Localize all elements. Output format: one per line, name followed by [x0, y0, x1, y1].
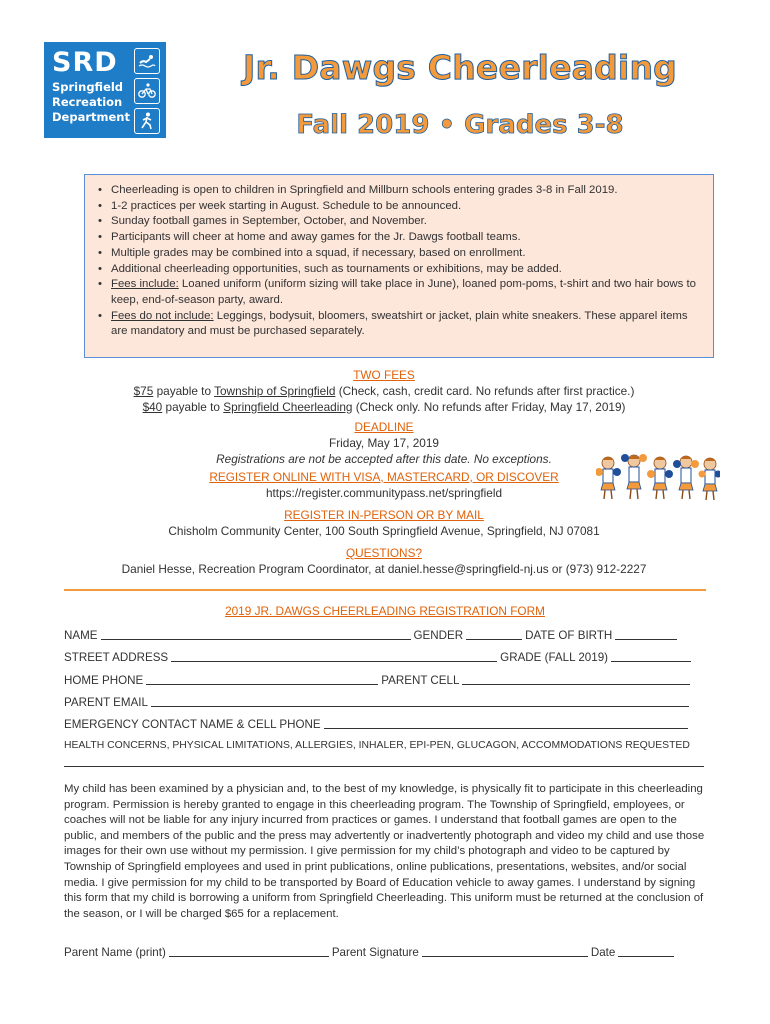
- parent-email-label: PARENT EMAIL: [64, 696, 148, 709]
- fees-include-item: [111, 277, 703, 308]
- logo-abbreviation: SRD: [52, 47, 118, 78]
- cheerleader-figure-3: [647, 457, 673, 499]
- gender-label: GENDER: [413, 629, 464, 642]
- date-field[interactable]: [618, 944, 674, 957]
- srd-logo: [44, 42, 166, 138]
- emergency-contact-label: EMERGENCY CONTACT NAME & CELL PHONE: [64, 718, 321, 731]
- fee-1-amount: $75: [133, 384, 154, 398]
- form-title: 2019 JR. DAWGS CHEERLEADING REGISTRATION FORM: [225, 604, 545, 618]
- dob-field[interactable]: [615, 627, 677, 640]
- register-url[interactable]: https://register.communitypass.net/springfield: [265, 486, 503, 500]
- health-concerns-field[interactable]: [64, 766, 704, 767]
- cheerleader-figure-2: [621, 454, 647, 499]
- cheerleader-figure-1: [596, 457, 621, 499]
- list-item: • Sunday football games in September, October, and November.: [111, 214, 703, 230]
- deadline-date: Friday, May 17, 2019: [329, 436, 439, 450]
- fee-line-2: [34, 399, 734, 415]
- fees-exclude-label: Fees do not include:: [111, 309, 214, 322]
- signature-row: [64, 944, 704, 959]
- fees-exclude-item: [111, 309, 703, 340]
- fee-2-mid: payable to: [162, 400, 224, 414]
- parent-name-field[interactable]: [169, 944, 329, 957]
- logo-line-2: Recreation: [52, 95, 123, 109]
- fee-2-payee: Springfield Cheerleading: [223, 400, 353, 414]
- cheerleader-figure-5: [699, 458, 721, 500]
- form-row-name: [64, 627, 704, 642]
- register-online-heading: REGISTER ONLINE WITH VISA, MASTERCARD, OR DISCOVER: [209, 470, 559, 484]
- fee-1-payee: Township of Springfield: [214, 384, 336, 398]
- cheerleader-figure-4: [673, 456, 699, 499]
- swimmer-icon: [134, 48, 160, 74]
- fee-line-1: [34, 383, 734, 399]
- parent-cell-label: PARENT CELL: [381, 674, 460, 687]
- fee-2-amount: $40: [142, 400, 163, 414]
- fee-2-note: (Check only. No refunds after Friday, May 17, 2019): [352, 400, 626, 414]
- fees-heading: TWO FEES: [353, 368, 415, 382]
- date-label: Date: [590, 946, 616, 959]
- form-row-email: [64, 694, 704, 709]
- questions-heading: QUESTIONS?: [345, 546, 423, 560]
- grade-label: GRADE (FALL 2019): [500, 651, 608, 664]
- register-mail-heading: REGISTER IN-PERSON OR BY MAIL: [284, 508, 484, 522]
- list-item: • Multiple grades may be combined into a squad, if necessary, based on enrollment.: [111, 246, 703, 262]
- runner-icon: [134, 108, 160, 134]
- deadline-heading: DEADLINE: [354, 420, 414, 434]
- fees-include-text: Loaned uniform (uniform sizing will take place in June), loaned pom-poms, t-shirt and two hair bows to keep, end-of-season party, award.: [111, 278, 697, 306]
- home-phone-label: HOME PHONE: [64, 674, 144, 687]
- deadline-note: Registrations are not be accepted after this date. No exceptions.: [216, 452, 552, 466]
- logo-icons: [134, 48, 160, 138]
- register-mail-address: Chisholm Community Center, 100 South Springfield Avenue, Springfield, NJ 07081: [168, 524, 600, 538]
- form-row-emergency: [64, 716, 704, 731]
- name-label: NAME: [64, 629, 98, 642]
- parent-email-field[interactable]: [151, 694, 689, 707]
- parent-signature-label: Parent Signature: [331, 946, 419, 959]
- logo-line-3: Department: [52, 110, 130, 124]
- gender-field[interactable]: [466, 627, 522, 640]
- street-field[interactable]: [171, 649, 497, 662]
- fees-section: [34, 367, 734, 415]
- fee-1-mid: payable to: [153, 384, 215, 398]
- program-info-box: [84, 174, 714, 358]
- home-phone-field[interactable]: [146, 672, 378, 685]
- consent-paragraph: My child has been examined by a physician and, to the best of my knowledge, is physically fit to participate in this cheerleading program. Permission is hereby granted to engage in this cheerleading program. The Township of Springfield, employees, or coaches will not be liable for any injury incurred from practices or games. I understand that football games are open to the public, and members of the public and the press may advertently or inadvertently photograph and video my child and use those images for their own use without my permission. I give permission for my child’s photograph and video to be captured by Township of Springfield employees and used in print publications, online publications, presentations, websites, and/or social media. I give permission for my child to be transported by Board of Education vehicle to away games. I understand by signing this form that my child is borrowing a uniform from Springfield Cheerleading. This uniform must be returned at the conclusion of the season, or I will be charged $65 for a replacement.: [64, 783, 705, 920]
- section-divider: [64, 589, 706, 591]
- emergency-contact-field[interactable]: [324, 716, 688, 729]
- parent-signature-field[interactable]: [422, 944, 588, 957]
- page-title: Jr. Dawgs Cheerleading: [243, 48, 677, 87]
- list-item: • Cheerleading is open to children in Springfield and Millburn schools entering grades 3-8 in Fall 2019.: [111, 183, 703, 199]
- fees-include-label: Fees include:: [111, 278, 179, 291]
- questions-section: [34, 545, 734, 577]
- cheerleaders-illustration: [596, 452, 720, 502]
- parent-cell-field[interactable]: [462, 672, 690, 685]
- fees-exclude-text: Leggings, bodysuit, bloomers, sweatshirt or jacket, plain white sneakers. These apparel items are mandatory and must be purchased separately.: [111, 309, 688, 338]
- list-item: • Participants will cheer at home and away games for the Jr. Dawgs football teams.: [111, 230, 703, 246]
- name-field[interactable]: [101, 627, 411, 640]
- form-row-phone: [64, 672, 704, 687]
- parent-name-label: Parent Name (print): [64, 946, 166, 959]
- cyclist-icon: [134, 78, 160, 104]
- street-label: STREET ADDRESS: [64, 651, 169, 664]
- logo-line-1: Springfield: [52, 80, 124, 94]
- grade-field[interactable]: [611, 649, 691, 662]
- list-item: • 1-2 practices per week starting in August. Schedule to be announced.: [111, 199, 703, 215]
- form-row-street: [64, 649, 704, 664]
- register-mail-section: [34, 507, 734, 539]
- list-item: • Additional cheerleading opportunities, such as tournaments or exhibitions, may be added.: [111, 262, 703, 278]
- dob-label: DATE OF BIRTH: [525, 629, 613, 642]
- fee-1-note: (Check, cash, credit card. No refunds after first practice.): [335, 384, 635, 398]
- questions-contact: Daniel Hesse, Recreation Program Coordinator, at daniel.hesse@springfield-nj.us or (973) 912-2227: [121, 562, 647, 576]
- program-info-list: [95, 183, 703, 340]
- health-concerns-label: HEALTH CONCERNS, PHYSICAL LIMITATIONS, ALLERGIES, INHALER, EPI-PEN, GLUCAGON, ACCOMMODATIONS REQUESTED: [64, 740, 690, 751]
- page-subtitle: Fall 2019 • Grades 3-8: [296, 110, 624, 140]
